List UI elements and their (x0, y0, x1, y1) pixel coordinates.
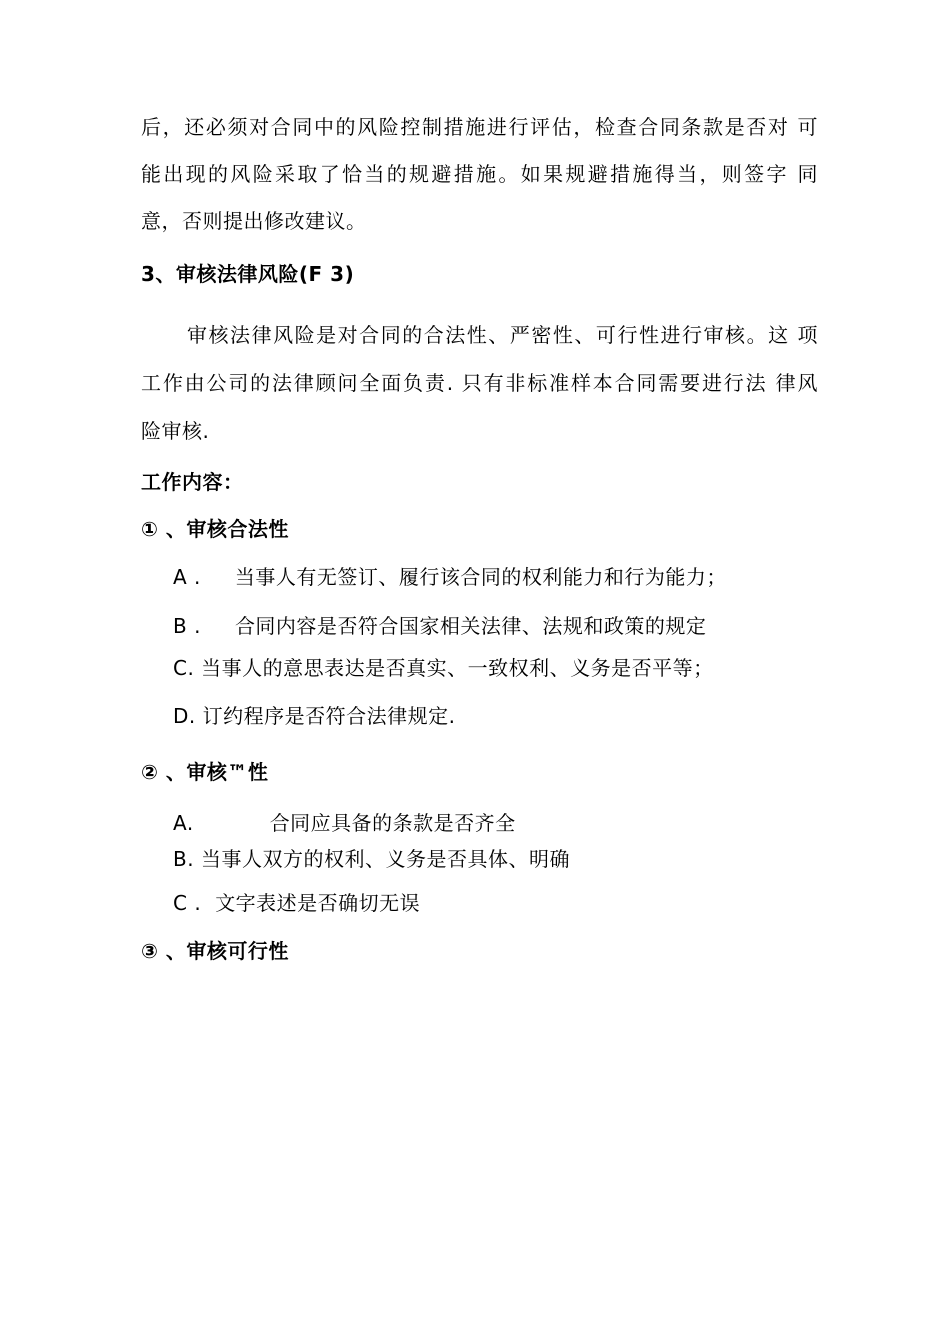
section3-heading: 3、审核法律风险(F 3) (141, 262, 355, 286)
item1-heading: ① 、审核合法性 (141, 517, 289, 541)
item2-heading: ② 、审核™性 (141, 760, 269, 784)
item2-point-b-marker: B (173, 847, 188, 871)
item2-point-a-marker: A. (173, 811, 194, 835)
item2-point-c-marker: C . (173, 891, 202, 915)
item1-point-b (173, 613, 706, 639)
item1-point-c-marker: C (173, 656, 188, 680)
intro-line-2: 能出现的风险采取了恰当的规避措施。如果规避措施得当，则签字 同 (141, 162, 818, 186)
section3-line-1: 审核法律风险是对合同的合法性、严密性、可行性进行审核。这 项 (187, 323, 818, 347)
item2-point-a (173, 810, 516, 836)
item1-point-c (173, 655, 714, 681)
work-content-label: 工作内容： (141, 470, 244, 494)
section3-line-2: 工作由公司的法律顾问全面负责. 只有非标准样本合同需要进行法 律风 (141, 371, 818, 395)
item2-point-a-text: 合同应具备的条款是否齐全 (269, 811, 516, 835)
item2-point-b (173, 846, 570, 872)
item2-point-c-text: 文字表述是否确切无误 (215, 891, 421, 915)
intro-line-3: 意，否则提出修改建议。 (141, 209, 367, 233)
item1-point-a-marker: A . (173, 565, 201, 589)
item1-point-b-marker: B . (173, 614, 201, 638)
item1-point-a-text: 当事人有无签订、履行该合同的权利能力和行为能力； (234, 565, 727, 589)
item1-point-b-text: 合同内容是否符合国家相关法律、法规和政策的规定 (234, 614, 707, 638)
section3-line-3: 险审核. (141, 419, 210, 443)
item1-point-c-text: . 当事人的意思表达是否真实、一致权利、义务是否平等； (187, 656, 714, 680)
item1-point-d (173, 703, 455, 729)
item3-heading: ③ 、审核可行性 (141, 939, 289, 963)
item1-point-a (173, 564, 727, 590)
item2-point-c (173, 890, 420, 916)
item1-point-d-marker: D (173, 704, 189, 728)
intro-line-1: 后，还必须对合同中的风险控制措施进行评估，检查合同条款是否对 可 (141, 115, 818, 139)
item1-point-d-text: . 订约程序是否符合法律规定. (188, 704, 456, 728)
item2-point-b-text: . 当事人双方的权利、义务是否具体、明确 (187, 847, 570, 871)
